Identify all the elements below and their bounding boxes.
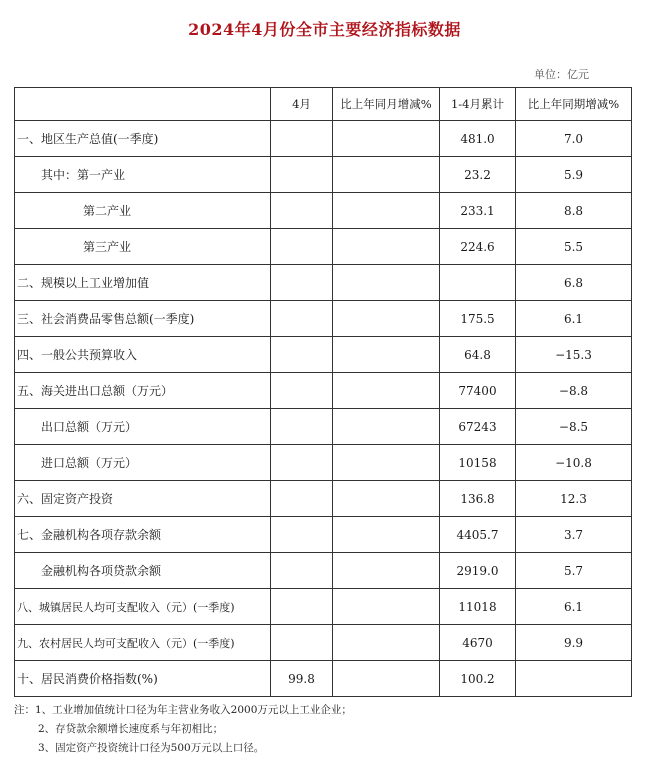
cumulative-change: 5.5 xyxy=(516,229,632,265)
indicator-table xyxy=(14,87,632,697)
table-row xyxy=(15,409,632,445)
april-value xyxy=(271,193,333,229)
row-name: 第二产业 xyxy=(15,193,271,229)
row-name: 四、一般公共预算收入 xyxy=(15,337,271,373)
cumulative-value: 77400 xyxy=(440,373,516,409)
cumulative-value: 23.2 xyxy=(440,157,516,193)
cumulative-change: 6.1 xyxy=(516,589,632,625)
table-row xyxy=(15,589,632,625)
cumulative-value: 136.8 xyxy=(440,481,516,517)
table-row xyxy=(15,121,632,157)
cumulative-value xyxy=(440,265,516,301)
cumulative-value: 100.2 xyxy=(440,661,516,697)
april-change xyxy=(333,265,440,301)
april-value xyxy=(271,265,333,301)
footnote: 3、固定资产投资统计口径为500万元以上口径。 xyxy=(38,742,265,754)
cumulative-value: 175.5 xyxy=(440,301,516,337)
table-row xyxy=(15,229,632,265)
april-change xyxy=(333,445,440,481)
cumulative-value: 10158 xyxy=(440,445,516,481)
header-indicator xyxy=(15,88,271,121)
april-change xyxy=(333,661,440,697)
row-name: 十、居民消费价格指数(%) xyxy=(15,661,271,697)
april-value xyxy=(271,229,333,265)
cumulative-change: −10.8 xyxy=(516,445,632,481)
row-name: 六、固定资产投资 xyxy=(15,481,271,517)
table-row xyxy=(15,157,632,193)
row-name: 出口总额（万元） xyxy=(15,409,271,445)
footnote: 注：1、工业增加值统计口径为年主营业务收入2000万元以上工业企业； xyxy=(14,704,352,716)
cumulative-change: 6.1 xyxy=(516,301,632,337)
april-change xyxy=(333,193,440,229)
table-row xyxy=(15,481,632,517)
cumulative-change xyxy=(516,661,632,697)
header-cumulative-change: 比上年同期增减% xyxy=(516,88,632,121)
table-row xyxy=(15,517,632,553)
april-change xyxy=(333,481,440,517)
april-value xyxy=(271,373,333,409)
cumulative-value: 64.8 xyxy=(440,337,516,373)
table-row xyxy=(15,625,632,661)
cumulative-change: 9.9 xyxy=(516,625,632,661)
april-change xyxy=(333,229,440,265)
cumulative-change: 12.3 xyxy=(516,481,632,517)
cumulative-change: 6.8 xyxy=(516,265,632,301)
header-april-change: 比上年同月增减% xyxy=(333,88,440,121)
cumulative-value: 11018 xyxy=(440,589,516,625)
cumulative-value: 4405.7 xyxy=(440,517,516,553)
table-row xyxy=(15,265,632,301)
page-title: 2024年4月份全市主要经济指标数据 xyxy=(188,20,461,39)
cumulative-value: 4670 xyxy=(440,625,516,661)
row-name: 其中：第一产业 xyxy=(15,157,271,193)
row-name: 进口总额（万元） xyxy=(15,445,271,481)
april-value xyxy=(271,121,333,157)
row-name: 九、农村居民人均可支配收入（元）(一季度) xyxy=(15,625,271,661)
unit-label: 单位：亿元 xyxy=(534,68,589,81)
april-change xyxy=(333,625,440,661)
header-cumulative: 1-4月累计 xyxy=(440,88,516,121)
april-change xyxy=(333,337,440,373)
table-row xyxy=(15,553,632,589)
april-value xyxy=(271,445,333,481)
april-change xyxy=(333,517,440,553)
row-name: 二、规模以上工业增加值 xyxy=(15,265,271,301)
cumulative-change: −8.5 xyxy=(516,409,632,445)
cumulative-change: −8.8 xyxy=(516,373,632,409)
table-row xyxy=(15,301,632,337)
row-name: 五、海关进出口总额（万元） xyxy=(15,373,271,409)
april-value xyxy=(271,157,333,193)
table-row xyxy=(15,373,632,409)
cumulative-change: 3.7 xyxy=(516,517,632,553)
april-value xyxy=(271,589,333,625)
april-value xyxy=(271,553,333,589)
cumulative-value: 481.0 xyxy=(440,121,516,157)
footnote: 2、存贷款余额增长速度系与年初相比； xyxy=(38,723,224,735)
april-value xyxy=(271,481,333,517)
april-change xyxy=(333,553,440,589)
cumulative-value: 224.6 xyxy=(440,229,516,265)
row-name: 三、社会消费品零售总额(一季度) xyxy=(15,301,271,337)
april-change xyxy=(333,301,440,337)
cumulative-change: 5.9 xyxy=(516,157,632,193)
row-name: 第三产业 xyxy=(15,229,271,265)
row-name: 一、地区生产总值(一季度) xyxy=(15,121,271,157)
table-row xyxy=(15,445,632,481)
cumulative-change: 5.7 xyxy=(516,553,632,589)
table-row xyxy=(15,193,632,229)
april-value xyxy=(271,301,333,337)
cumulative-value: 233.1 xyxy=(440,193,516,229)
table-row xyxy=(15,337,632,373)
table-header-row xyxy=(15,88,632,121)
april-value xyxy=(271,517,333,553)
april-change xyxy=(333,121,440,157)
april-change xyxy=(333,409,440,445)
april-change xyxy=(333,589,440,625)
cumulative-value: 2919.0 xyxy=(440,553,516,589)
header-april: 4月 xyxy=(271,88,333,121)
row-name: 七、金融机构各项存款余额 xyxy=(15,517,271,553)
april-value: 99.8 xyxy=(271,661,333,697)
april-change xyxy=(333,157,440,193)
april-change xyxy=(333,373,440,409)
cumulative-value: 67243 xyxy=(440,409,516,445)
cumulative-change: 7.0 xyxy=(516,121,632,157)
cumulative-change: −15.3 xyxy=(516,337,632,373)
cumulative-change: 8.8 xyxy=(516,193,632,229)
april-value xyxy=(271,409,333,445)
footnotes xyxy=(14,701,634,758)
april-value xyxy=(271,337,333,373)
april-value xyxy=(271,625,333,661)
row-name: 八、城镇居民人均可支配收入（元）(一季度) xyxy=(15,589,271,625)
table-row xyxy=(15,661,632,697)
row-name: 金融机构各项贷款余额 xyxy=(15,553,271,589)
